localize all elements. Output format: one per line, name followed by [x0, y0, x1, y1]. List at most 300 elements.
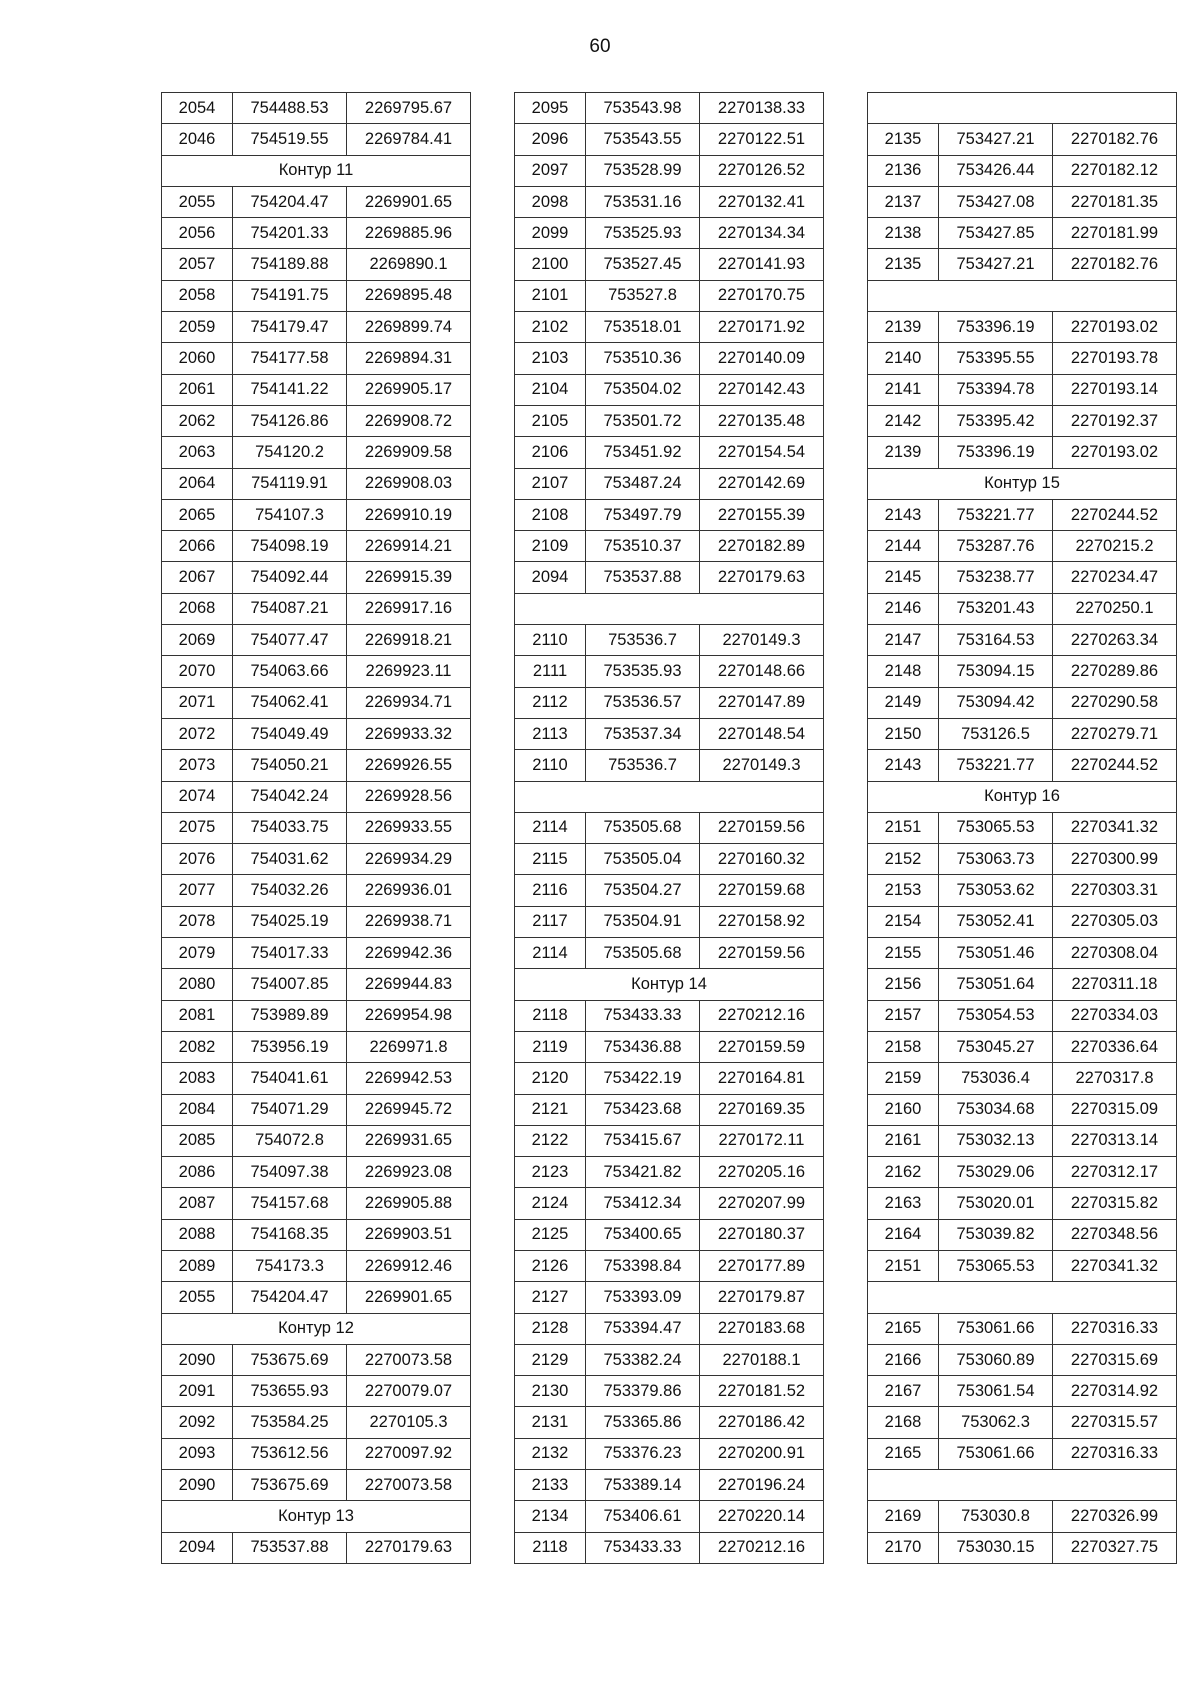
table-row [515, 124, 824, 155]
point-number-cell: 2073 [162, 750, 233, 781]
y-coordinate-cell: 2269926.55 [347, 750, 471, 781]
point-number-cell: 2151 [868, 1250, 939, 1281]
point-number-cell: 2147 [868, 625, 939, 656]
x-coordinate-cell: 753531.16 [586, 186, 700, 217]
table-row [515, 1407, 824, 1438]
point-number-cell: 2101 [515, 280, 586, 311]
x-coordinate-cell: 753535.93 [586, 656, 700, 687]
contour-header-row [515, 969, 824, 1000]
y-coordinate-cell: 2270149.3 [700, 625, 824, 656]
table-row [868, 499, 1177, 530]
x-coordinate-cell: 754071.29 [233, 1094, 347, 1125]
point-number-cell: 2067 [162, 562, 233, 593]
x-coordinate-cell: 754204.47 [233, 1282, 347, 1313]
table-row [868, 750, 1177, 781]
table-row [515, 249, 824, 280]
table-row [162, 969, 471, 1000]
table-row [515, 750, 824, 781]
x-coordinate-cell: 754204.47 [233, 186, 347, 217]
y-coordinate-cell: 2270177.89 [700, 1250, 824, 1281]
point-number-cell: 2068 [162, 593, 233, 624]
point-number-cell: 2137 [868, 186, 939, 217]
point-number-cell: 2165 [868, 1438, 939, 1469]
x-coordinate-cell: 753543.55 [586, 124, 700, 155]
point-number-cell: 2097 [515, 155, 586, 186]
table-row [515, 1125, 824, 1156]
page-number: 60 [589, 36, 611, 57]
point-number-cell: 2113 [515, 718, 586, 749]
x-coordinate-cell: 753094.42 [939, 687, 1053, 718]
y-coordinate-cell: 2270122.51 [700, 124, 824, 155]
table-row [868, 1000, 1177, 1031]
x-coordinate-cell: 754519.55 [233, 124, 347, 155]
y-coordinate-cell: 2270079.07 [347, 1376, 471, 1407]
y-coordinate-cell: 2269934.71 [347, 687, 471, 718]
y-coordinate-cell: 2270220.14 [700, 1501, 824, 1532]
point-number-cell: 2155 [868, 938, 939, 969]
table-row [515, 1219, 824, 1250]
y-coordinate-cell: 2270315.82 [1053, 1188, 1177, 1219]
table-row [162, 405, 471, 436]
table-row [868, 1063, 1177, 1094]
x-coordinate-cell: 753020.01 [939, 1188, 1053, 1219]
table-row [515, 844, 824, 875]
y-coordinate-cell: 2270215.2 [1053, 531, 1177, 562]
point-number-cell: 2138 [868, 218, 939, 249]
table-row [162, 124, 471, 155]
coordinates-table-middle [514, 92, 824, 1564]
point-number-cell: 2083 [162, 1063, 233, 1094]
x-coordinate-cell: 753537.88 [586, 562, 700, 593]
x-coordinate-cell: 753427.21 [939, 124, 1053, 155]
x-coordinate-cell: 754042.24 [233, 781, 347, 812]
table-row [515, 1344, 824, 1375]
table-row [868, 1501, 1177, 1532]
x-coordinate-cell: 753525.93 [586, 218, 700, 249]
x-coordinate-cell: 753379.86 [586, 1376, 700, 1407]
point-number-cell: 2088 [162, 1219, 233, 1250]
x-coordinate-cell: 753426.44 [939, 155, 1053, 186]
x-coordinate-cell: 753543.98 [586, 93, 700, 124]
y-coordinate-cell: 2270327.75 [1053, 1532, 1177, 1563]
x-coordinate-cell: 753536.57 [586, 687, 700, 718]
point-number-cell: 2046 [162, 124, 233, 155]
y-coordinate-cell: 2270134.34 [700, 218, 824, 249]
table-row [515, 1031, 824, 1062]
x-coordinate-cell: 754488.53 [233, 93, 347, 124]
y-coordinate-cell: 2269895.48 [347, 280, 471, 311]
table-row [515, 437, 824, 468]
contour-header-row [868, 1470, 1177, 1501]
point-number-cell: 2114 [515, 812, 586, 843]
x-coordinate-cell: 753504.02 [586, 374, 700, 405]
x-coordinate-cell: 753989.89 [233, 1000, 347, 1031]
contour-title: Контур 15 [868, 468, 1177, 499]
x-coordinate-cell: 753427.85 [939, 218, 1053, 249]
x-coordinate-cell: 753053.62 [939, 875, 1053, 906]
table-row [162, 186, 471, 217]
x-coordinate-cell: 753505.68 [586, 938, 700, 969]
table-row [868, 124, 1177, 155]
table-row [868, 875, 1177, 906]
y-coordinate-cell: 2270183.68 [700, 1313, 824, 1344]
table-row [162, 312, 471, 343]
table-row [868, 155, 1177, 186]
table-row [515, 875, 824, 906]
point-number-cell: 2150 [868, 718, 939, 749]
point-number-cell: 2130 [515, 1376, 586, 1407]
y-coordinate-cell: 2270155.39 [700, 499, 824, 530]
table-row [162, 1282, 471, 1313]
y-coordinate-cell: 2269945.72 [347, 1094, 471, 1125]
y-coordinate-cell: 2270303.31 [1053, 875, 1177, 906]
point-number-cell: 2161 [868, 1125, 939, 1156]
x-coordinate-cell: 753504.27 [586, 875, 700, 906]
x-coordinate-cell: 753395.42 [939, 405, 1053, 436]
y-coordinate-cell: 2270336.64 [1053, 1031, 1177, 1062]
x-coordinate-cell: 753201.43 [939, 593, 1053, 624]
x-coordinate-cell: 754050.21 [233, 750, 347, 781]
x-coordinate-cell: 754179.47 [233, 312, 347, 343]
x-coordinate-cell: 753062.3 [939, 1407, 1053, 1438]
y-coordinate-cell: 2270135.48 [700, 405, 824, 436]
x-coordinate-cell: 754173.3 [233, 1250, 347, 1281]
point-number-cell: 2081 [162, 1000, 233, 1031]
table-row [868, 437, 1177, 468]
table-row [515, 1532, 824, 1563]
table-row [162, 687, 471, 718]
y-coordinate-cell: 2270192.37 [1053, 405, 1177, 436]
x-coordinate-cell: 753421.82 [586, 1157, 700, 1188]
point-number-cell: 2054 [162, 93, 233, 124]
x-coordinate-cell: 753063.73 [939, 844, 1053, 875]
y-coordinate-cell: 2269885.96 [347, 218, 471, 249]
x-coordinate-cell: 754007.85 [233, 969, 347, 1000]
contour-header-row [515, 593, 824, 624]
table-row [868, 218, 1177, 249]
y-coordinate-cell: 2269923.11 [347, 656, 471, 687]
x-coordinate-cell: 753396.19 [939, 437, 1053, 468]
contour-header-row [162, 155, 471, 186]
y-coordinate-cell: 2270138.33 [700, 93, 824, 124]
y-coordinate-cell: 2270200.91 [700, 1438, 824, 1469]
table-row [515, 1313, 824, 1344]
table-row [162, 1344, 471, 1375]
x-coordinate-cell: 753395.55 [939, 343, 1053, 374]
point-number-cell: 2135 [868, 124, 939, 155]
table-row [162, 750, 471, 781]
y-coordinate-cell: 2269901.65 [347, 1282, 471, 1313]
table-row [868, 1532, 1177, 1563]
x-coordinate-cell: 753510.36 [586, 343, 700, 374]
y-coordinate-cell: 2270348.56 [1053, 1219, 1177, 1250]
y-coordinate-cell: 2269944.83 [347, 969, 471, 1000]
contour-title: Контур 16 [868, 781, 1177, 812]
point-number-cell: 2122 [515, 1125, 586, 1156]
point-number-cell: 2059 [162, 312, 233, 343]
y-coordinate-cell: 2270312.17 [1053, 1157, 1177, 1188]
table-row [162, 1157, 471, 1188]
y-coordinate-cell: 2270171.92 [700, 312, 824, 343]
y-coordinate-cell: 2269934.29 [347, 844, 471, 875]
x-coordinate-cell: 753505.68 [586, 812, 700, 843]
y-coordinate-cell: 2270212.16 [700, 1532, 824, 1563]
y-coordinate-cell: 2270159.56 [700, 812, 824, 843]
point-number-cell: 2131 [515, 1407, 586, 1438]
table-row [162, 93, 471, 124]
table-row [162, 875, 471, 906]
table-row [868, 312, 1177, 343]
x-coordinate-cell: 753412.34 [586, 1188, 700, 1219]
table-row [515, 1157, 824, 1188]
y-coordinate-cell: 2270181.99 [1053, 218, 1177, 249]
x-coordinate-cell: 754098.19 [233, 531, 347, 562]
x-coordinate-cell: 753433.33 [586, 1532, 700, 1563]
point-number-cell: 2109 [515, 531, 586, 562]
x-coordinate-cell: 753396.19 [939, 312, 1053, 343]
table-row [515, 812, 824, 843]
y-coordinate-cell: 2270179.63 [700, 562, 824, 593]
table-row [868, 1219, 1177, 1250]
table-row [162, 468, 471, 499]
point-number-cell: 2116 [515, 875, 586, 906]
y-coordinate-cell: 2269954.98 [347, 1000, 471, 1031]
y-coordinate-cell: 2270181.35 [1053, 186, 1177, 217]
table-row [515, 499, 824, 530]
table-row [515, 656, 824, 687]
table-row [868, 1250, 1177, 1281]
point-number-cell: 2063 [162, 437, 233, 468]
table-row [515, 280, 824, 311]
table-row [162, 906, 471, 937]
table-row [868, 1438, 1177, 1469]
x-coordinate-cell: 753537.88 [233, 1532, 347, 1563]
y-coordinate-cell: 2270140.09 [700, 343, 824, 374]
point-number-cell: 2084 [162, 1094, 233, 1125]
y-coordinate-cell: 2270315.69 [1053, 1344, 1177, 1375]
table-row [868, 374, 1177, 405]
x-coordinate-cell: 753036.4 [939, 1063, 1053, 1094]
x-coordinate-cell: 754063.66 [233, 656, 347, 687]
table-row [515, 906, 824, 937]
table-row [515, 218, 824, 249]
x-coordinate-cell: 753054.53 [939, 1000, 1053, 1031]
table-row [162, 593, 471, 624]
table-row [162, 718, 471, 749]
table-row [162, 531, 471, 562]
contour-title [868, 1282, 1177, 1313]
table-row [162, 562, 471, 593]
x-coordinate-cell: 754120.2 [233, 437, 347, 468]
contour-title [515, 593, 824, 624]
y-coordinate-cell: 2270172.11 [700, 1125, 824, 1156]
y-coordinate-cell: 2270250.1 [1053, 593, 1177, 624]
y-coordinate-cell: 2270132.41 [700, 186, 824, 217]
contour-header-row [515, 781, 824, 812]
table-row [515, 93, 824, 124]
point-number-cell: 2074 [162, 781, 233, 812]
point-number-cell: 2071 [162, 687, 233, 718]
table-row [162, 249, 471, 280]
x-coordinate-cell: 753675.69 [233, 1344, 347, 1375]
table-row [162, 343, 471, 374]
y-coordinate-cell: 2270193.02 [1053, 312, 1177, 343]
y-coordinate-cell: 2270097.92 [347, 1438, 471, 1469]
point-number-cell: 2055 [162, 1282, 233, 1313]
table-row [868, 531, 1177, 562]
point-number-cell: 2163 [868, 1188, 939, 1219]
contour-header-row [162, 1501, 471, 1532]
point-number-cell: 2089 [162, 1250, 233, 1281]
point-number-cell: 2096 [515, 124, 586, 155]
point-number-cell: 2098 [515, 186, 586, 217]
y-coordinate-cell: 2270073.58 [347, 1344, 471, 1375]
x-coordinate-cell: 753427.08 [939, 186, 1053, 217]
x-coordinate-cell: 753061.66 [939, 1438, 1053, 1469]
point-number-cell: 2110 [515, 625, 586, 656]
x-coordinate-cell: 753501.72 [586, 405, 700, 436]
x-coordinate-cell: 753394.78 [939, 374, 1053, 405]
point-number-cell: 2146 [868, 593, 939, 624]
point-number-cell: 2144 [868, 531, 939, 562]
y-coordinate-cell: 2270289.86 [1053, 656, 1177, 687]
y-coordinate-cell: 2270160.32 [700, 844, 824, 875]
point-number-cell: 2143 [868, 750, 939, 781]
y-coordinate-cell: 2270154.54 [700, 437, 824, 468]
x-coordinate-cell: 753030.15 [939, 1532, 1053, 1563]
point-number-cell: 2095 [515, 93, 586, 124]
y-coordinate-cell: 2270316.33 [1053, 1313, 1177, 1344]
table-row [162, 437, 471, 468]
point-number-cell: 2090 [162, 1344, 233, 1375]
y-coordinate-cell: 2269901.65 [347, 186, 471, 217]
table-row [515, 531, 824, 562]
point-number-cell: 2105 [515, 405, 586, 436]
table-row [868, 718, 1177, 749]
y-coordinate-cell: 2269942.36 [347, 938, 471, 969]
y-coordinate-cell: 2270193.14 [1053, 374, 1177, 405]
y-coordinate-cell: 2270314.92 [1053, 1376, 1177, 1407]
x-coordinate-cell: 754017.33 [233, 938, 347, 969]
x-coordinate-cell: 753393.09 [586, 1282, 700, 1313]
y-coordinate-cell: 2269890.1 [347, 249, 471, 280]
y-coordinate-cell: 2270182.89 [700, 531, 824, 562]
x-coordinate-cell: 753406.61 [586, 1501, 700, 1532]
x-coordinate-cell: 754031.62 [233, 844, 347, 875]
y-coordinate-cell: 2270179.63 [347, 1532, 471, 1563]
table-row [515, 468, 824, 499]
table-row [162, 1094, 471, 1125]
point-number-cell: 2093 [162, 1438, 233, 1469]
y-coordinate-cell: 2270105.3 [347, 1407, 471, 1438]
y-coordinate-cell: 2269942.53 [347, 1063, 471, 1094]
table-row [162, 1000, 471, 1031]
point-number-cell: 2114 [515, 938, 586, 969]
y-coordinate-cell: 2270182.12 [1053, 155, 1177, 186]
y-coordinate-cell: 2269908.72 [347, 405, 471, 436]
x-coordinate-cell: 753655.93 [233, 1376, 347, 1407]
x-coordinate-cell: 753221.77 [939, 750, 1053, 781]
point-number-cell: 2078 [162, 906, 233, 937]
x-coordinate-cell: 753527.8 [586, 280, 700, 311]
point-number-cell: 2159 [868, 1063, 939, 1094]
point-number-cell: 2139 [868, 437, 939, 468]
x-coordinate-cell: 754032.26 [233, 875, 347, 906]
point-number-cell: 2166 [868, 1344, 939, 1375]
table-row [515, 1000, 824, 1031]
point-number-cell: 2143 [868, 499, 939, 530]
table-row [162, 781, 471, 812]
point-number-cell: 2076 [162, 844, 233, 875]
y-coordinate-cell: 2270263.34 [1053, 625, 1177, 656]
x-coordinate-cell: 753394.47 [586, 1313, 700, 1344]
table-row [515, 1470, 824, 1501]
y-coordinate-cell: 2269931.65 [347, 1125, 471, 1156]
y-coordinate-cell: 2270073.58 [347, 1470, 471, 1501]
table-row [515, 1094, 824, 1125]
table-row [515, 374, 824, 405]
point-number-cell: 2094 [162, 1532, 233, 1563]
point-number-cell: 2091 [162, 1376, 233, 1407]
y-coordinate-cell: 2269917.16 [347, 593, 471, 624]
point-number-cell: 2140 [868, 343, 939, 374]
point-number-cell: 2148 [868, 656, 939, 687]
table-row [868, 562, 1177, 593]
table-row [868, 969, 1177, 1000]
x-coordinate-cell: 753433.33 [586, 1000, 700, 1031]
point-number-cell: 2103 [515, 343, 586, 374]
y-coordinate-cell: 2270300.99 [1053, 844, 1177, 875]
y-coordinate-cell: 2270182.76 [1053, 249, 1177, 280]
x-coordinate-cell: 753032.13 [939, 1125, 1053, 1156]
y-coordinate-cell: 2270193.78 [1053, 343, 1177, 374]
y-coordinate-cell: 2270142.69 [700, 468, 824, 499]
point-number-cell: 2168 [868, 1407, 939, 1438]
y-coordinate-cell: 2270148.66 [700, 656, 824, 687]
contour-header-row [868, 1282, 1177, 1313]
x-coordinate-cell: 754201.33 [233, 218, 347, 249]
point-number-cell: 2118 [515, 1000, 586, 1031]
x-coordinate-cell: 753376.23 [586, 1438, 700, 1469]
point-number-cell: 2132 [515, 1438, 586, 1469]
x-coordinate-cell: 753065.53 [939, 1250, 1053, 1281]
y-coordinate-cell: 2269894.31 [347, 343, 471, 374]
y-coordinate-cell: 2269918.21 [347, 625, 471, 656]
table-row [162, 625, 471, 656]
contour-header-row [162, 1313, 471, 1344]
y-coordinate-cell: 2270244.52 [1053, 499, 1177, 530]
x-coordinate-cell: 753422.19 [586, 1063, 700, 1094]
point-number-cell: 2127 [515, 1282, 586, 1313]
coordinates-table-left [161, 92, 471, 1564]
x-coordinate-cell: 753164.53 [939, 625, 1053, 656]
table-row [515, 155, 824, 186]
table-row [162, 938, 471, 969]
x-coordinate-cell: 754168.35 [233, 1219, 347, 1250]
x-coordinate-cell: 754191.75 [233, 280, 347, 311]
table-row [515, 1501, 824, 1532]
table-row [162, 1063, 471, 1094]
y-coordinate-cell: 2269915.39 [347, 562, 471, 593]
point-number-cell: 2156 [868, 969, 939, 1000]
point-number-cell: 2117 [515, 906, 586, 937]
x-coordinate-cell: 753238.77 [939, 562, 1053, 593]
point-number-cell: 2120 [515, 1063, 586, 1094]
table-row [162, 656, 471, 687]
x-coordinate-cell: 754157.68 [233, 1188, 347, 1219]
point-number-cell: 2092 [162, 1407, 233, 1438]
point-number-cell: 2079 [162, 938, 233, 969]
